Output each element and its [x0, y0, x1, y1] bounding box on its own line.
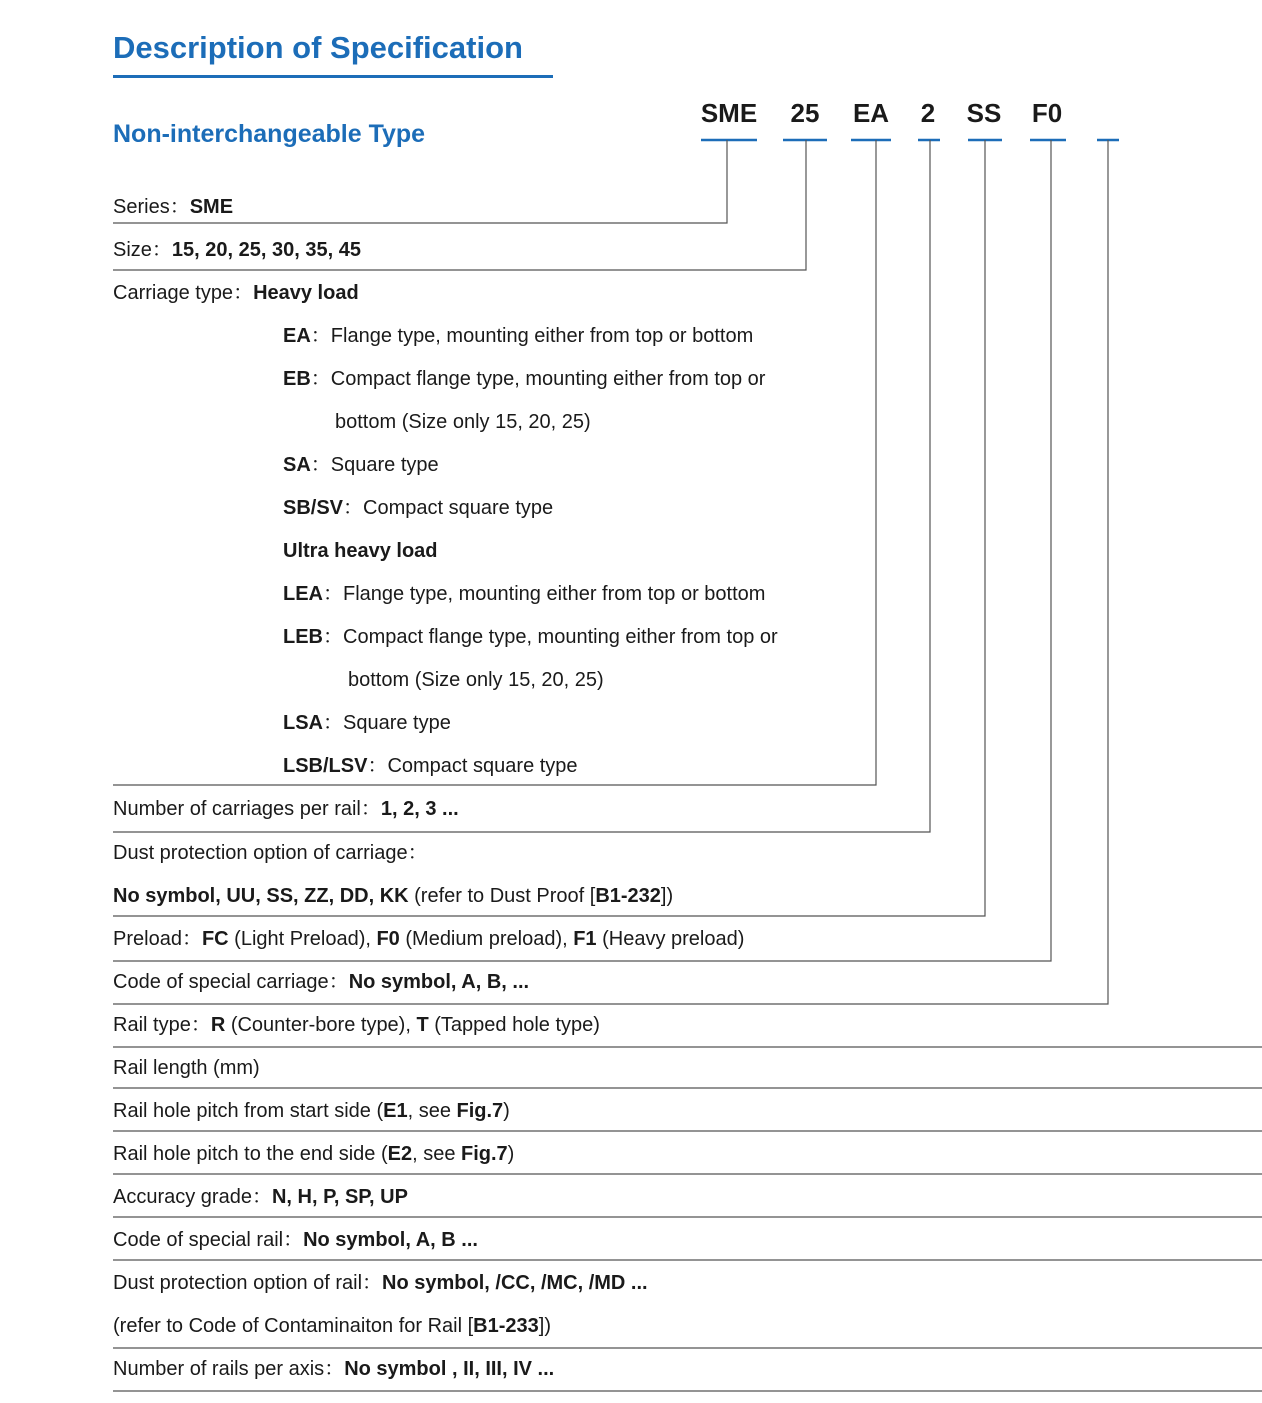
row-dust-protection-rail-note: (refer to Code of Contaminaiton for Rail [B1-233]): [113, 1315, 551, 1337]
row-special-rail: Code of special rail：No symbol, A, B ...: [113, 1229, 478, 1251]
row-rails-per-axis: Number of rails per axis：No symbol , II, III, IV ...: [113, 1358, 555, 1380]
row-rail-type: Rail type：R (Counter-bore type), T (Tapped hole type): [113, 1014, 600, 1036]
row-preload: Preload：FC (Light Preload), F0 (Medium preload), F1 (Heavy preload): [113, 928, 745, 950]
code-part-size: 25: [790, 98, 820, 128]
connector-preload: [113, 140, 1051, 961]
row-hole-pitch-end: Rail hole pitch to the end side (E2, see Fig.7): [113, 1143, 515, 1165]
row-carriages-per-rail: Number of carriages per rail：1, 2, 3 ...: [113, 798, 459, 820]
carriage-item-lea: LEA：Flange type, mounting either from top or bottom: [283, 583, 766, 605]
code-part-series: SME: [700, 98, 758, 128]
ultra-heavy-load-label: Ultra heavy load: [283, 540, 438, 562]
carriage-item-sa: SA：Square type: [283, 454, 439, 476]
carriage-item-eb-cont: bottom (Size only 15, 20, 25): [335, 411, 591, 433]
row-dust-protection-carriage-values: No symbol, UU, SS, ZZ, DD, KK (refer to Dust Proof [B1-232]): [113, 885, 674, 907]
carriage-item-lsb-lsv: LSB/LSV：Compact square type: [283, 755, 578, 777]
code-part-dust-protection: SS: [966, 98, 1002, 128]
carriage-item-sb-sv: SB/SV：Compact square type: [283, 497, 554, 519]
carriage-item-ea: EA：Flange type, mounting either from top or bottom: [283, 325, 754, 347]
row-accuracy-grade: Accuracy grade：N, H, P, SP, UP: [113, 1186, 408, 1208]
page-title: Description of Specification: [113, 30, 523, 65]
code-part-carriage-count: 2: [920, 98, 936, 128]
carriage-item-leb-cont: bottom (Size only 15, 20, 25): [348, 669, 604, 691]
row-special-carriage: Code of special carriage：No symbol, A, B, ...: [113, 971, 530, 993]
section-title: Non-interchangeable Type: [113, 120, 426, 148]
row-hole-pitch-start: Rail hole pitch from start side (E1, see Fig.7): [113, 1100, 510, 1122]
row-carriage-type: Carriage type：Heavy load: [113, 282, 359, 304]
row-series: Series：SME: [113, 196, 234, 218]
row-dust-protection-rail: Dust protection option of rail：No symbol, /CC, /MC, /MD ...: [113, 1272, 648, 1294]
row-rail-length: Rail length (mm): [113, 1057, 260, 1079]
row-size: Size：15, 20, 25, 30, 35, 45: [113, 239, 361, 261]
carriage-item-leb: LEB：Compact flange type, mounting either from top or: [283, 626, 778, 648]
code-part-preload: F0: [1031, 98, 1063, 128]
carriage-item-eb: EB：Compact flange type, mounting either from top or: [283, 368, 766, 390]
row-dust-protection-carriage: Dust protection option of carriage：: [113, 842, 428, 864]
code-part-carriage-type: EA: [852, 98, 890, 128]
carriage-item-lsa: LSA：Square type: [283, 712, 451, 734]
